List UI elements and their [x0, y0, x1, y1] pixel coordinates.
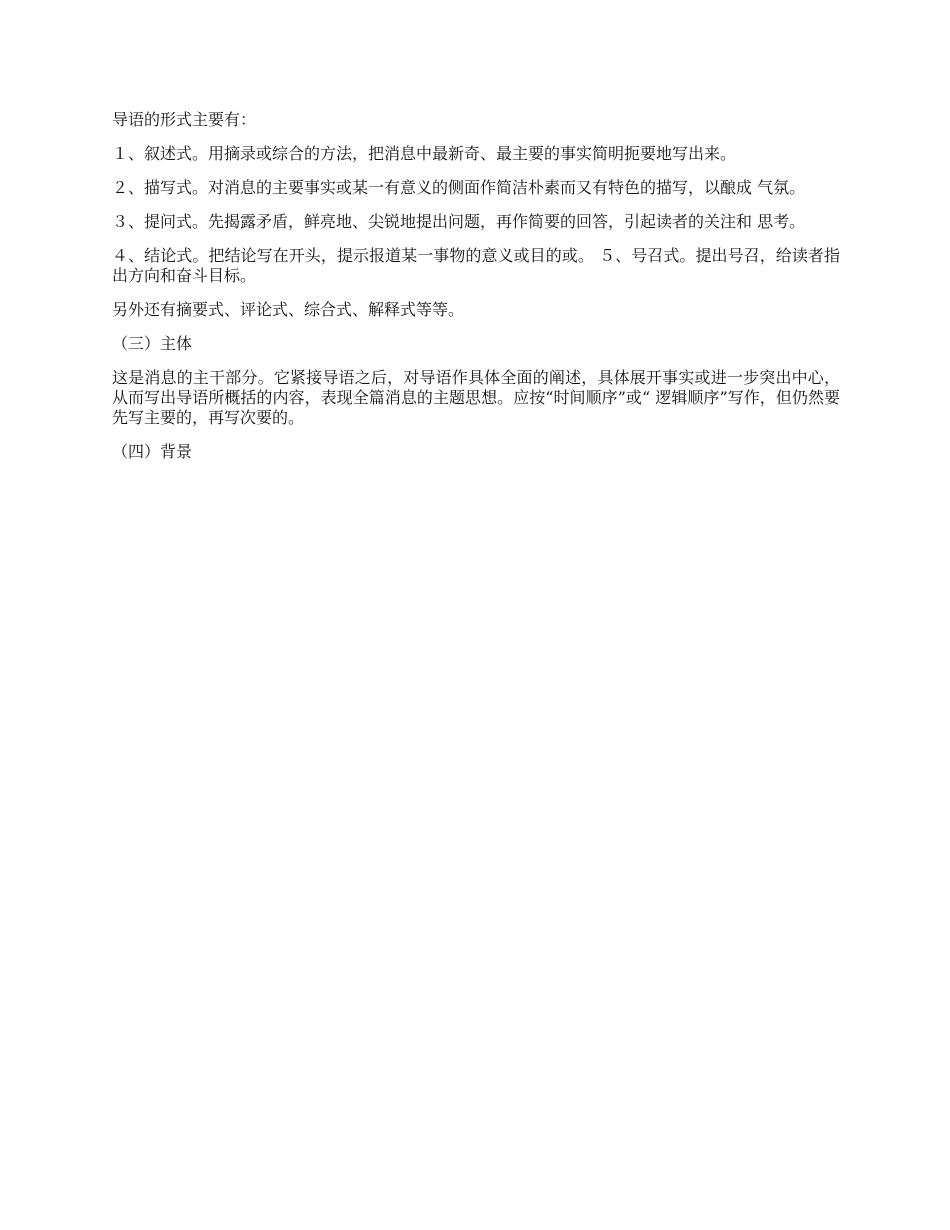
paragraph-descriptive-lead: ２、描写式。对消息的主要事实或某一有意义的侧面作简洁朴素而又有特色的描写，以酿成 气氛。	[112, 178, 806, 197]
section-heading-background: （四）背景	[112, 442, 193, 461]
document-body	[112, 110, 840, 476]
paragraph-question-lead: ３、提问式。先揭露矛盾，鲜亮地、尖锐地提出问题，再作简要的回答，引起读者的关注和 思考。	[112, 212, 806, 231]
paragraph-body-description: 这是消息的主干部分。它紧接导语之后，对导语作具体全面的阐述，具体展开事实或进一步突出中心，从而写出导语所概括的内容，表现全篇消息的主题思想。应按“时间顺序”或“ 逻辑顺序”写作，但仍然要先写主要的，再写次要的。	[112, 368, 840, 427]
paragraph-narrative-lead: １、叙述式。用摘录或综合的方法，把消息中最新奇、最主要的事实简明扼要地写出来。	[112, 144, 737, 163]
paragraph-other-leads: 另外还有摘要式、评论式、综合式、解释式等等。	[112, 300, 465, 319]
paragraph-intro: 导语的形式主要有：	[112, 110, 257, 129]
section-heading-body: （三）主体	[112, 334, 193, 353]
paragraph-conclusion-lead: ４、结论式。把结论写在开头，提示报道某一事物的意义或目的或。 ５、号召式。提出号召，给读者指出方向和奋斗目标。	[112, 246, 840, 285]
